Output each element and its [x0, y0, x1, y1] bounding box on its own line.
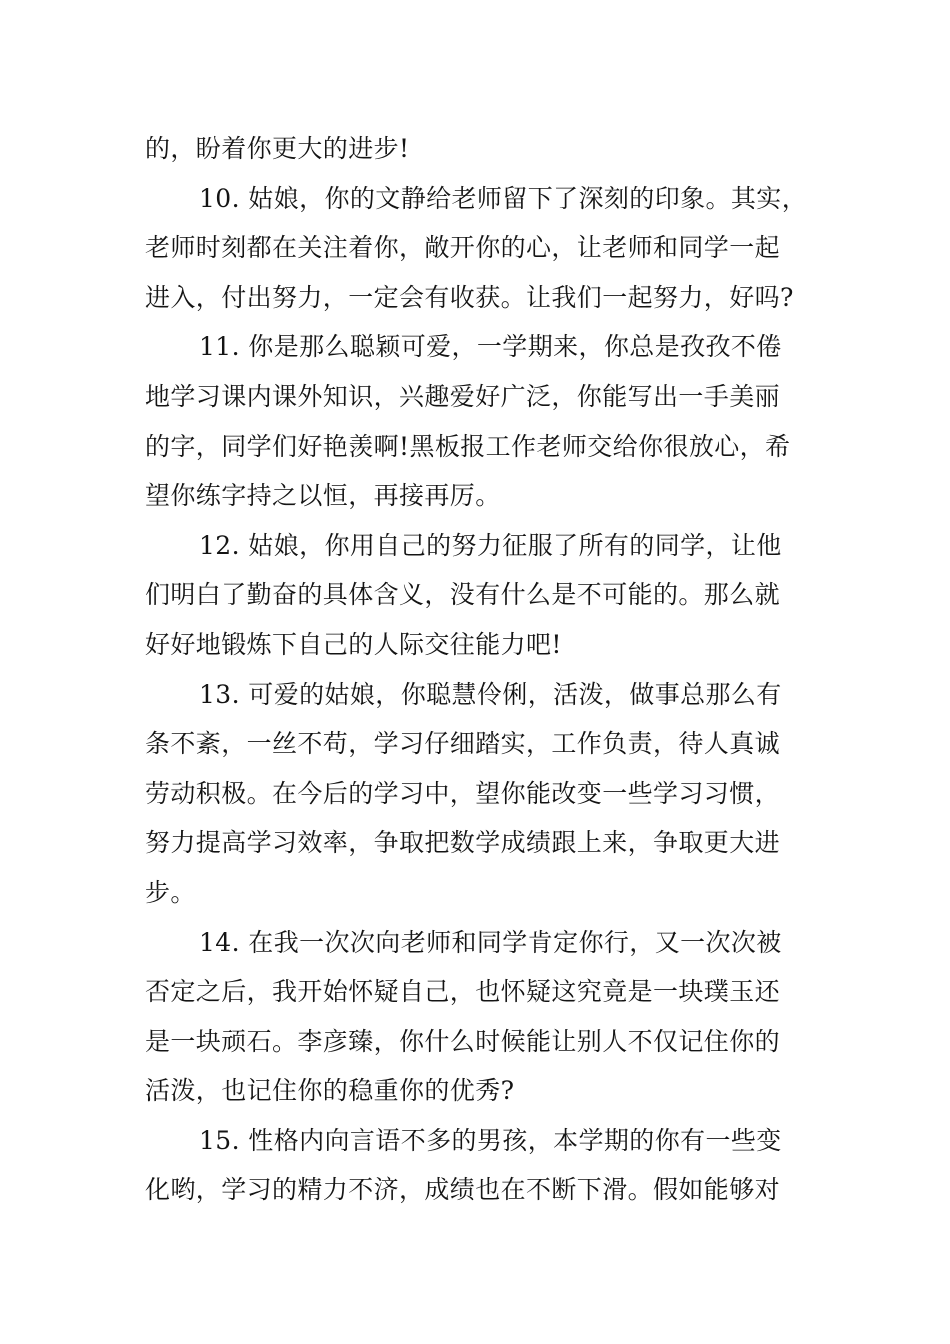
text-line: 15. 性格内向言语不多的男孩，本学期的你有一些变 — [199, 1125, 782, 1155]
text-line: 条不紊，一丝不苟，学习仔细踏实，工作负责，待人真诚 — [145, 729, 781, 759]
text-line: 努力提高学习效率，争取把数学成绩跟上来，争取更大进 — [145, 828, 781, 858]
text-line: 11. 你是那么聪颖可爱，一学期来，你总是孜孜不倦 — [199, 332, 782, 362]
text-line: 14. 在我一次次向老师和同学肯定你行，又一次次被 — [199, 927, 782, 957]
text-line: 的字，同学们好艳羡啊!黑板报工作老师交给你很放心，希 — [145, 431, 791, 461]
text-line: 劳动积极。在今后的学习中，望你能改变一些学习习惯， — [145, 778, 781, 808]
text-line: 是一块顽石。李彦臻，你什么时候能让别人不仅记住你的 — [145, 1026, 781, 1056]
text-line: 进入，付出努力，一定会有收获。让我们一起努力，好吗? — [145, 282, 794, 312]
text-line: 步。 — [145, 877, 196, 907]
document-body — [145, 124, 810, 1215]
text-line: 地学习课内课外知识，兴趣爱好广泛，你能写出一手美丽 — [145, 381, 781, 411]
text-line: 的，盼着你更大的进步! — [145, 134, 410, 163]
text-line: 否定之后，我开始怀疑自己，也怀疑这究竟是一块璞玉还 — [145, 977, 781, 1007]
text-line: 13. 可爱的姑娘，你聪慧伶俐，活泼，做事总那么有 — [199, 679, 782, 709]
text-line: 10. 姑娘，你的文静给老师留下了深刻的印象。其实， — [199, 183, 808, 213]
text-line: 们明白了勤奋的具体含义，没有什么是不可能的。那么就 — [145, 580, 781, 610]
text-line: 望你练字持之以恒，再接再厉。 — [145, 481, 501, 511]
text-line: 12. 姑娘，你用自己的努力征服了所有的同学，让他 — [199, 530, 782, 560]
text-line: 化哟，学习的精力不济，成绩也在不断下滑。假如能够对 — [145, 1175, 781, 1205]
text-line: 老师时刻都在关注着你，敞开你的心，让老师和同学一起 — [145, 233, 781, 263]
text-line: 活泼，也记住你的稳重你的优秀? — [145, 1076, 515, 1106]
text-line: 好好地锻炼下自己的人际交往能力吧! — [145, 629, 562, 659]
